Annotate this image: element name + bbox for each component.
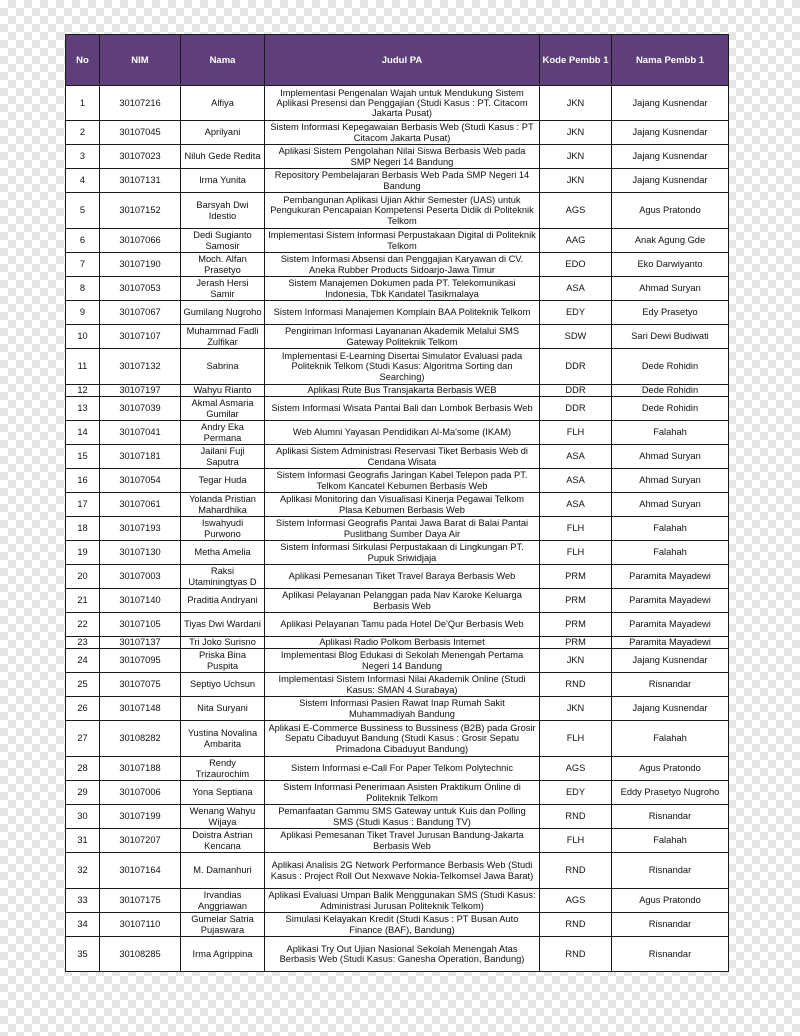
cell-pembimbing: Jajang Kusnendar <box>612 145 729 169</box>
cell-no: 27 <box>66 721 100 757</box>
header-no: No <box>66 35 100 86</box>
cell-no: 25 <box>66 673 100 697</box>
cell-nama: Muhammad Fadli Zulfikar <box>181 325 265 349</box>
cell-no: 26 <box>66 697 100 721</box>
cell-judul: Sistem Informasi Geografis Pantai Jawa Barat di Balai Pantai Puslitbang Sumber Daya Air <box>265 517 540 541</box>
cell-nim: 30107197 <box>100 385 181 397</box>
cell-nama: Wahyu Rianto <box>181 385 265 397</box>
cell-no: 33 <box>66 889 100 913</box>
cell-judul: Aplikasi Pemesanan Tiket Travel Jurusan Bandung-Jakarta Berbasis Web <box>265 829 540 853</box>
cell-judul: Sistem Informasi Absensi dan Penggajian Karyawan di CV. Aneka Rubber Products Sidoarjo-Jawa Timur <box>265 253 540 277</box>
document-table-container <box>65 34 728 972</box>
cell-nama: Irvandias Anggriawan <box>181 889 265 913</box>
cell-judul: Aplikasi Pemesanan Tiket Travel Baraya Berbasis Web <box>265 565 540 589</box>
cell-no: 3 <box>66 145 100 169</box>
cell-nama: Alfiya <box>181 86 265 121</box>
cell-kode: EDY <box>540 301 612 325</box>
cell-nim: 30107164 <box>100 853 181 889</box>
cell-nim: 30107105 <box>100 613 181 637</box>
cell-kode: FLH <box>540 541 612 565</box>
cell-nama: Gumelar Satria Pujaswara <box>181 913 265 937</box>
cell-pembimbing: Eddy Prasetyo Nugroho <box>612 781 729 805</box>
cell-kode: ASA <box>540 277 612 301</box>
cell-judul: Simulasi Kelayakan Kredit (Studi Kasus : PT Busan Auto Finance (BAF), Bandung) <box>265 913 540 937</box>
cell-pembimbing: Risnandar <box>612 853 729 889</box>
cell-pembimbing: Jajang Kusnendar <box>612 169 729 193</box>
cell-judul: Aplikasi Pelayanan Tamu pada Hotel De'Qur Berbasis Web <box>265 613 540 637</box>
cell-kode: AGS <box>540 889 612 913</box>
table-row <box>66 445 729 469</box>
cell-judul: Aplikasi E-Commerce Bussiness to Bussiness (B2B) pada Grosir Sepatu Cibaduyut Bandung (Studi Kasus : Grosir Sepatu Primadona Cibaduyut Bandung) <box>265 721 540 757</box>
cell-nama: Metha Amelia <box>181 541 265 565</box>
table-row <box>66 229 729 253</box>
table-row <box>66 889 729 913</box>
cell-nama: Tegar Huda <box>181 469 265 493</box>
cell-nim: 30107095 <box>100 649 181 673</box>
cell-no: 24 <box>66 649 100 673</box>
cell-nim: 30107107 <box>100 325 181 349</box>
cell-kode: RND <box>540 853 612 889</box>
cell-judul: Pemanfaatan Gammu SMS Gateway untuk Kuis dan Polling SMS (Studi Kasus : Bandung TV) <box>265 805 540 829</box>
table-row <box>66 469 729 493</box>
cell-nama: Jailani Fuji Saputra <box>181 445 265 469</box>
table-row <box>66 673 729 697</box>
cell-judul: Sistem Informasi Penerimaan Asisten Praktikum Online di Politeknik Telkom <box>265 781 540 805</box>
cell-pembimbing: Jajang Kusnendar <box>612 86 729 121</box>
cell-pembimbing: Anak Agung Gde <box>612 229 729 253</box>
cell-kode: ASA <box>540 493 612 517</box>
cell-pembimbing: Jajang Kusnendar <box>612 649 729 673</box>
cell-nim: 30107039 <box>100 397 181 421</box>
cell-kode: AGS <box>540 193 612 229</box>
cell-judul: Pembangunan Aplikasi Ujian Akhir Semester (UAS) untuk Pengukuran Pencapaian Kompetensi Peserta Didik di Politeknik Telkom <box>265 193 540 229</box>
cell-judul: Web Alumni Yayasan Pendidikan Al-Ma'some (IKAM) <box>265 421 540 445</box>
cell-nim: 30107006 <box>100 781 181 805</box>
cell-no: 8 <box>66 277 100 301</box>
cell-judul: Sistem Informasi Kepegawaian Berbasis Web (Studi Kasus : PT Citacom Jakarta Pusat) <box>265 121 540 145</box>
table-row <box>66 385 729 397</box>
cell-kode: DDR <box>540 349 612 385</box>
cell-no: 2 <box>66 121 100 145</box>
cell-nim: 30107003 <box>100 565 181 589</box>
cell-no: 11 <box>66 349 100 385</box>
table-body <box>66 86 729 972</box>
cell-nama: Praditia Andryani <box>181 589 265 613</box>
cell-judul: Sistem Manajemen Dokumen pada PT. Telekomunikasi Indonesia, Tbk Kandatel Tasikmalaya <box>265 277 540 301</box>
cell-no: 12 <box>66 385 100 397</box>
table-row <box>66 145 729 169</box>
cell-pembimbing: Dede Rohidin <box>612 349 729 385</box>
cell-judul: Aplikasi Radio Polkom Berbasis Internet <box>265 637 540 649</box>
cell-pembimbing: Jajang Kusnendar <box>612 121 729 145</box>
cell-nama: Nita Suryani <box>181 697 265 721</box>
cell-nama: Andry Eka Permana <box>181 421 265 445</box>
cell-kode: RND <box>540 673 612 697</box>
cell-kode: AAG <box>540 229 612 253</box>
cell-no: 35 <box>66 937 100 972</box>
thesis-table <box>65 34 729 972</box>
cell-no: 19 <box>66 541 100 565</box>
header-kode: Kode Pembb 1 <box>540 35 612 86</box>
cell-pembimbing: Ahmad Suryan <box>612 469 729 493</box>
cell-no: 5 <box>66 193 100 229</box>
table-row <box>66 169 729 193</box>
cell-nim: 30107053 <box>100 277 181 301</box>
cell-pembimbing: Dede Rohidin <box>612 385 729 397</box>
cell-no: 6 <box>66 229 100 253</box>
cell-pembimbing: Falahah <box>612 721 729 757</box>
cell-nim: 30107190 <box>100 253 181 277</box>
cell-nama: Doistra Astrian Kencana <box>181 829 265 853</box>
table-row <box>66 613 729 637</box>
table-row <box>66 421 729 445</box>
cell-kode: ASA <box>540 445 612 469</box>
cell-nim: 30107216 <box>100 86 181 121</box>
table-header-row <box>66 35 729 86</box>
cell-kode: JKN <box>540 145 612 169</box>
cell-no: 17 <box>66 493 100 517</box>
cell-judul: Aplikasi Rute Bus Transjakarta Berbasis WEB <box>265 385 540 397</box>
cell-nama: Sabrina <box>181 349 265 385</box>
cell-nim: 30107066 <box>100 229 181 253</box>
cell-no: 14 <box>66 421 100 445</box>
table-row <box>66 193 729 229</box>
cell-pembimbing: Risnandar <box>612 913 729 937</box>
cell-nama: Septiyo Uchsun <box>181 673 265 697</box>
cell-no: 20 <box>66 565 100 589</box>
table-row <box>66 301 729 325</box>
cell-no: 10 <box>66 325 100 349</box>
cell-nim: 30107110 <box>100 913 181 937</box>
cell-pembimbing: Falahah <box>612 421 729 445</box>
cell-nim: 30107061 <box>100 493 181 517</box>
cell-judul: Aplikasi Pelayanan Pelanggan pada Nav Karoke Keluarga Berbasis Web <box>265 589 540 613</box>
cell-nim: 30107130 <box>100 541 181 565</box>
cell-judul: Aplikasi Try Out Ujian Nasional Sekolah Menengah Atas Berbasis Web (Studi Kasus: Ganesha Operation, Bandung) <box>265 937 540 972</box>
cell-nim: 30107207 <box>100 829 181 853</box>
cell-judul: Sistem Informasi e-Call For Paper Telkom Polytechnic <box>265 757 540 781</box>
cell-judul: Sistem Informasi Geografis Jaringan Kabel Telepon pada PT. Telkom Kancatel Kebumen Berbasis Web <box>265 469 540 493</box>
cell-judul: Aplikasi Sistem Administrasi Reservasi Tiket Berbasis Web di Cendana Wisata <box>265 445 540 469</box>
cell-kode: JKN <box>540 121 612 145</box>
cell-judul: Repository Pembelajaran Berbasis Web Pada SMP Negeri 14 Bandung <box>265 169 540 193</box>
cell-kode: FLH <box>540 721 612 757</box>
cell-kode: PRM <box>540 565 612 589</box>
table-row <box>66 913 729 937</box>
cell-nama: Yona Septiana <box>181 781 265 805</box>
table-row <box>66 253 729 277</box>
cell-kode: AGS <box>540 757 612 781</box>
cell-no: 13 <box>66 397 100 421</box>
cell-kode: PRM <box>540 637 612 649</box>
cell-nama: Irma Yunita <box>181 169 265 193</box>
cell-judul: Implementasi Sistem Informasi Perpustakaan Digital di Politeknik Telkom <box>265 229 540 253</box>
cell-judul: Sistem Informasi Wisata Pantai Bali dan Lombok Berbasis Web <box>265 397 540 421</box>
cell-judul: Aplikasi Evaluasi Umpan Balik Menggunakan SMS (Studi Kasus: Administrasi Jurusan Politeknik Telkom) <box>265 889 540 913</box>
cell-nim: 30107054 <box>100 469 181 493</box>
cell-kode: ASA <box>540 469 612 493</box>
cell-kode: PRM <box>540 589 612 613</box>
cell-nim: 30107148 <box>100 697 181 721</box>
table-row <box>66 565 729 589</box>
cell-nama: Rendy Trizaurochim <box>181 757 265 781</box>
cell-pembimbing: Paramita Mayadewi <box>612 637 729 649</box>
cell-no: 16 <box>66 469 100 493</box>
cell-no: 7 <box>66 253 100 277</box>
cell-judul: Aplikasi Monitoring dan Visualisasi Kinerja Pegawai Telkom Plasa Kebumen Berbasis Web <box>265 493 540 517</box>
cell-kode: PRM <box>540 613 612 637</box>
cell-nim: 30107140 <box>100 589 181 613</box>
cell-no: 34 <box>66 913 100 937</box>
cell-nim: 30107075 <box>100 673 181 697</box>
cell-nim: 30107131 <box>100 169 181 193</box>
table-row <box>66 937 729 972</box>
cell-pembimbing: Falahah <box>612 829 729 853</box>
cell-kode: FLH <box>540 829 612 853</box>
cell-pembimbing: Ahmad Suryan <box>612 445 729 469</box>
cell-nim: 30107199 <box>100 805 181 829</box>
cell-pembimbing: Agus Pratondo <box>612 889 729 913</box>
cell-no: 4 <box>66 169 100 193</box>
cell-judul: Implementasi Blog Edukasi di Sekolah Menengah Pertama Negeri 14 Bandung <box>265 649 540 673</box>
cell-pembimbing: Risnandar <box>612 937 729 972</box>
cell-pembimbing: Paramita Mayadewi <box>612 589 729 613</box>
cell-pembimbing: Ahmad Suryan <box>612 277 729 301</box>
cell-pembimbing: Falahah <box>612 541 729 565</box>
cell-nama: Aprilyani <box>181 121 265 145</box>
cell-kode: RND <box>540 805 612 829</box>
cell-no: 1 <box>66 86 100 121</box>
cell-pembimbing: Risnandar <box>612 673 729 697</box>
cell-nim: 30107041 <box>100 421 181 445</box>
cell-pembimbing: Agus Pratondo <box>612 757 729 781</box>
cell-no: 22 <box>66 613 100 637</box>
cell-pembimbing: Agus Pratondo <box>612 193 729 229</box>
cell-kode: FLH <box>540 421 612 445</box>
cell-judul: Aplikasi Sistem Pengolahan Nilai Siswa Berbasis Web pada SMP Negeri 14 Bandung <box>265 145 540 169</box>
table-row <box>66 517 729 541</box>
header-pembimbing: Nama Pembb 1 <box>612 35 729 86</box>
cell-kode: EDO <box>540 253 612 277</box>
header-nama: Nama <box>181 35 265 86</box>
cell-no: 9 <box>66 301 100 325</box>
cell-nim: 30107193 <box>100 517 181 541</box>
cell-pembimbing: Edy Prasetyo <box>612 301 729 325</box>
cell-judul: Implementasi E-Learning Disertai Simulator Evaluasi pada Politeknik Telkom (Studi Kasus: Algoritma Sorting dan Searching) <box>265 349 540 385</box>
cell-no: 29 <box>66 781 100 805</box>
cell-nim: 30108282 <box>100 721 181 757</box>
cell-pembimbing: Paramita Mayadewi <box>612 565 729 589</box>
cell-nim: 30107152 <box>100 193 181 229</box>
cell-nama: Irma Agrippina <box>181 937 265 972</box>
cell-nama: Jerash Hersi Samir <box>181 277 265 301</box>
table-row <box>66 829 729 853</box>
cell-nama: Yustina Novalina Ambarita <box>181 721 265 757</box>
cell-no: 30 <box>66 805 100 829</box>
cell-nim: 30107137 <box>100 637 181 649</box>
cell-kode: DDR <box>540 397 612 421</box>
cell-nama: Priska Bina Puspita <box>181 649 265 673</box>
cell-no: 28 <box>66 757 100 781</box>
cell-nim: 30107045 <box>100 121 181 145</box>
table-row <box>66 541 729 565</box>
cell-nama: Barsyah Dwi Idestio <box>181 193 265 229</box>
cell-nim: 30107181 <box>100 445 181 469</box>
table-row <box>66 277 729 301</box>
table-row <box>66 589 729 613</box>
cell-nama: Dedi Sugianto Samosir <box>181 229 265 253</box>
table-row <box>66 853 729 889</box>
table-row <box>66 721 729 757</box>
cell-no: 18 <box>66 517 100 541</box>
header-judul: Judul PA <box>265 35 540 86</box>
cell-nim: 30107067 <box>100 301 181 325</box>
cell-pembimbing: Eko Darwiyanto <box>612 253 729 277</box>
cell-judul: Implementasi Pengenalan Wajah untuk Mendukung Sistem Aplikasi Presensi dan Penggajian (Studi Kasus : PT. Citacom Jakarta Pusat) <box>265 86 540 121</box>
cell-no: 21 <box>66 589 100 613</box>
table-row <box>66 805 729 829</box>
cell-pembimbing: Ahmad Suryan <box>612 493 729 517</box>
cell-nama: Tri Joko Surisno <box>181 637 265 649</box>
cell-no: 15 <box>66 445 100 469</box>
cell-nama: Tiyas Dwi Wardani <box>181 613 265 637</box>
table-row <box>66 493 729 517</box>
table-row <box>66 757 729 781</box>
cell-pembimbing: Paramita Mayadewi <box>612 613 729 637</box>
cell-kode: JKN <box>540 649 612 673</box>
cell-kode: JKN <box>540 86 612 121</box>
cell-kode: FLH <box>540 517 612 541</box>
cell-judul: Sistem Informasi Sirkulasi Perpustakaan di Lingkungan PT. Pupuk Sriwidjaja <box>265 541 540 565</box>
cell-nama: Wenang Wahyu Wijaya <box>181 805 265 829</box>
cell-judul: Aplikasi Analisis 2G Network Performance Berbasis Web (Studi Kasus : Project Roll Out Nexwave Nokia-Telkomsel Jawa Barat) <box>265 853 540 889</box>
cell-pembimbing: Dede Rohidin <box>612 397 729 421</box>
cell-no: 23 <box>66 637 100 649</box>
cell-kode: JKN <box>540 697 612 721</box>
cell-kode: SDW <box>540 325 612 349</box>
cell-kode: RND <box>540 913 612 937</box>
cell-judul: Pengiriman Informasi Layananan Akademik Melalui SMS Gateway Politeknik Telkom <box>265 325 540 349</box>
cell-nim: 30107175 <box>100 889 181 913</box>
header-nim: NIM <box>100 35 181 86</box>
table-row <box>66 637 729 649</box>
cell-nama: Iswahyudi Purwono <box>181 517 265 541</box>
cell-nim: 30107023 <box>100 145 181 169</box>
table-row <box>66 325 729 349</box>
cell-pembimbing: Falahah <box>612 517 729 541</box>
cell-nama: Akmal Asmaria Gumilar <box>181 397 265 421</box>
cell-nama: Gumilang Nugroho <box>181 301 265 325</box>
table-row <box>66 649 729 673</box>
table-row <box>66 86 729 121</box>
cell-nama: M. Damanhuri <box>181 853 265 889</box>
cell-pembimbing: Risnandar <box>612 805 729 829</box>
table-row <box>66 121 729 145</box>
cell-kode: JKN <box>540 169 612 193</box>
cell-no: 31 <box>66 829 100 853</box>
cell-nim: 30107132 <box>100 349 181 385</box>
cell-nama: Moch. Alfan Prasetyo <box>181 253 265 277</box>
cell-judul: Sistem Informasi Pasien Rawat Inap Rumah Sakit Muhammadiyah Bandung <box>265 697 540 721</box>
cell-pembimbing: Jajang Kusnendar <box>612 697 729 721</box>
table-row <box>66 397 729 421</box>
cell-kode: EDY <box>540 781 612 805</box>
cell-nim: 30108285 <box>100 937 181 972</box>
cell-nama: Yolanda Pristian Mahardhika <box>181 493 265 517</box>
cell-nama: Raksi Utaminingtyas D <box>181 565 265 589</box>
cell-judul: Implementasi Sistem Informasi Nilai Akademik Online (Studi Kasus: SMAN 4 Surabaya) <box>265 673 540 697</box>
table-row <box>66 781 729 805</box>
table-row <box>66 349 729 385</box>
cell-no: 32 <box>66 853 100 889</box>
table-row <box>66 697 729 721</box>
cell-judul: Sistem Informasi Manajemen Komplain BAA Politeknik Telkom <box>265 301 540 325</box>
cell-nim: 30107188 <box>100 757 181 781</box>
cell-pembimbing: Sari Dewi Budiwati <box>612 325 729 349</box>
cell-kode: DDR <box>540 385 612 397</box>
cell-nama: Niluh Gede Redita <box>181 145 265 169</box>
cell-kode: RND <box>540 937 612 972</box>
